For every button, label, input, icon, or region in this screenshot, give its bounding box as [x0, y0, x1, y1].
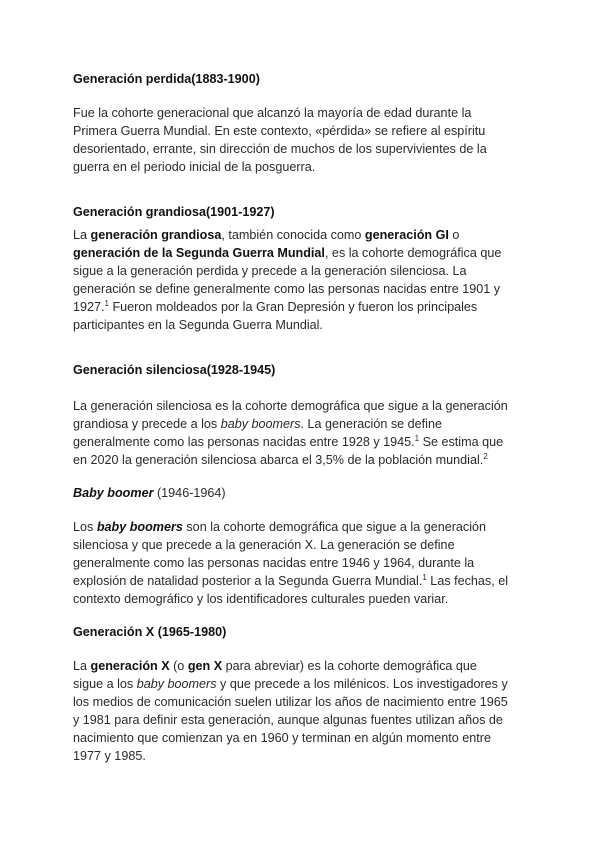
- text-run: Los: [73, 520, 97, 534]
- text-line: [73, 203, 543, 221]
- text-run: los medios de comunicación suelen utilizar los años de nacimiento entre 1965: [73, 695, 508, 709]
- text-line: [73, 451, 543, 469]
- text-run: (1946-1964): [153, 486, 226, 500]
- heading-generacion-grandiosa: [73, 203, 543, 221]
- text-run: gen X: [187, 659, 223, 673]
- text-run: contexto demográfico y los identificadores culturales pueden variar.: [73, 592, 449, 606]
- text-run: guerra en el periodo inicial de la posguerra.: [73, 160, 316, 174]
- text-line: [73, 657, 543, 675]
- text-line: [73, 70, 543, 88]
- footnote-ref[interactable]: 1: [414, 434, 420, 443]
- text-line: [73, 554, 543, 572]
- text-run: Generación perdida(1883-1900): [73, 72, 260, 86]
- paragraph-generacion-grandiosa: [73, 226, 543, 334]
- footnote-ref[interactable]: 1: [422, 573, 427, 582]
- text-run: Se estima que: [419, 435, 504, 449]
- text-line: [73, 298, 543, 316]
- text-line: [73, 518, 543, 536]
- text-run: generación grandiosa: [90, 228, 222, 242]
- text-line: [73, 484, 543, 502]
- text-line: [73, 140, 543, 158]
- text-run: grandiosa y precede a los: [73, 417, 221, 431]
- text-line: [73, 280, 543, 298]
- text-line: [73, 158, 543, 176]
- text-line: [73, 693, 543, 711]
- heading-baby-boomer: [73, 484, 543, 502]
- text-line: [73, 316, 543, 334]
- text-run: silenciosa y que precede a la generación X. La generación se define: [73, 538, 455, 552]
- text-run: generación GI: [364, 228, 449, 242]
- text-run: 1927.: [73, 300, 105, 314]
- text-run: Las fechas, el: [426, 574, 509, 588]
- text-line: [73, 590, 543, 608]
- paragraph-generacion-x: [73, 657, 543, 765]
- text-run: La: [73, 228, 91, 242]
- text-run: La: [73, 659, 91, 673]
- text-run: generación de la Segunda Guerra Mundial: [73, 246, 325, 260]
- text-line: [73, 104, 543, 122]
- heading-generacion-x: [73, 623, 543, 641]
- paragraph-generacion-silenciosa: [73, 397, 543, 469]
- text-run: para abreviar) es la cohorte demográfica que: [222, 659, 477, 673]
- footnote-ref[interactable]: 2: [483, 452, 488, 461]
- text-run: generalmente como las personas nacidas entre 1946 y 1964, durante la: [73, 556, 475, 570]
- text-run: generación se define generalmente como las personas nacidas entre 1901 y: [73, 282, 501, 296]
- text-line: [73, 433, 543, 451]
- text-run: son la cohorte demográfica que sigue a la generación: [182, 520, 487, 534]
- text-line: [73, 729, 543, 747]
- text-run: Fueron moldeados por la Gran Depresión y fueron los principales: [108, 300, 478, 314]
- text-line: [73, 122, 543, 140]
- text-line: [73, 711, 543, 729]
- paragraph-generacion-perdida: [73, 104, 543, 176]
- text-run: . La generación se define: [300, 417, 442, 431]
- text-line: [73, 572, 543, 590]
- text-line: [73, 747, 543, 765]
- text-run: generación X: [90, 659, 170, 673]
- text-line: [73, 226, 543, 244]
- text-run: generalmente como las personas nacidas entre 1928 y 1945.: [73, 435, 415, 449]
- text-run: baby boomers: [96, 520, 183, 534]
- heading-generacion-silenciosa: [73, 361, 543, 379]
- text-run: , es la cohorte demográfica que: [324, 246, 502, 260]
- text-run: nacimiento que comienzan ya en 1960 y terminan en algún momento entre: [73, 731, 491, 745]
- text-run: o: [448, 228, 460, 242]
- text-run: participantes en la Segunda Guerra Mundial.: [73, 318, 323, 332]
- text-line: [73, 262, 543, 280]
- text-run: , también conocida como: [221, 228, 365, 242]
- text-run: sigue a los: [73, 677, 137, 691]
- text-run: (o: [169, 659, 188, 673]
- text-run: La generación silenciosa es la cohorte demográfica que sigue a la generación: [73, 399, 508, 413]
- text-run: Generación grandiosa(1901-1927): [73, 205, 275, 219]
- text-run: en 2020 la generación silenciosa abarca el 3,5% de la población mundial.: [73, 453, 484, 467]
- text-run: baby boomers: [136, 677, 217, 691]
- text-run: desorientado, errante, sin dirección de muchos de los supervivientes de la: [73, 142, 487, 156]
- text-run: explosión de natalidad posterior a la Segunda Guerra Mundial.: [73, 574, 423, 588]
- text-run: 1977 y 1985.: [73, 749, 146, 763]
- text-line: [73, 675, 543, 693]
- text-run: Fue la cohorte generacional que alcanzó la mayoría de edad durante la: [73, 106, 472, 120]
- text-line: [73, 397, 543, 415]
- text-run: Baby boomer: [73, 486, 154, 500]
- text-run: sigue a la generación perdida y precede a la generación silenciosa. La: [73, 264, 467, 278]
- text-line: [73, 536, 543, 554]
- text-run: baby boomers: [220, 417, 301, 431]
- text-run: y que precede a los milénicos. Los investigadores y: [216, 677, 508, 691]
- text-line: [73, 361, 543, 379]
- text-run: y 1981 para definir esta generación, aunque algunas fuentes utilizan años de: [73, 713, 503, 727]
- heading-generacion-perdida: [73, 70, 543, 88]
- text-run: Generación X (1965-1980): [73, 625, 227, 639]
- text-run: Primera Guerra Mundial. En este contexto, «pérdida» se refiere al espíritu: [73, 124, 486, 138]
- footnote-ref[interactable]: 1: [104, 299, 109, 308]
- text-line: [73, 623, 543, 641]
- text-line: [73, 415, 543, 433]
- text-run: Generación silenciosa(1928-1945): [73, 363, 276, 377]
- text-line: [73, 244, 543, 262]
- paragraph-baby-boomer: [73, 518, 543, 608]
